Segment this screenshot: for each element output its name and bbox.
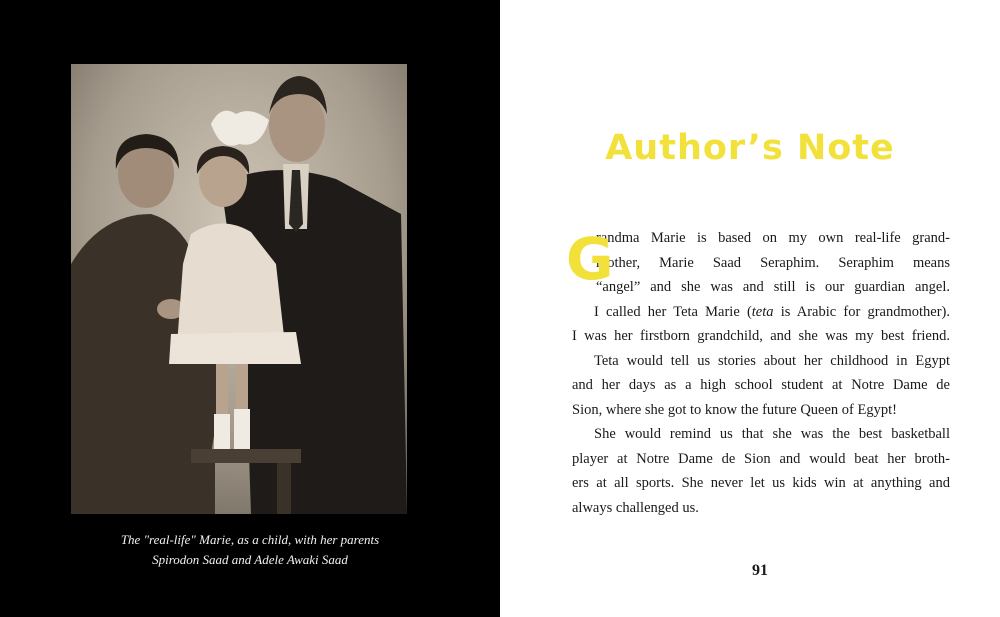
text-span: I called her Teta Marie ( xyxy=(594,303,752,320)
drop-cap: G xyxy=(566,225,614,293)
page-number: 91 xyxy=(752,562,768,579)
text-line xyxy=(572,300,950,325)
italic-word: teta xyxy=(751,303,774,320)
text-line: “angel” and she was and still is our guardian angel. xyxy=(596,279,950,295)
text-line: always challenged us. xyxy=(572,499,699,516)
caption-line-2: Spirodon Saad and Adele Awaki Saad xyxy=(152,552,348,567)
caption-line-1: The "real-life" Marie, as a child, with her parents xyxy=(120,532,380,547)
text-line: ers at all sports. She never let us kids win at anything and xyxy=(572,475,950,491)
photo-caption xyxy=(40,530,460,570)
body-text xyxy=(566,225,951,520)
text-line: Teta would tell us stories about her childhood in Egypt xyxy=(594,352,950,369)
family-portrait-photo xyxy=(71,64,407,514)
text-line: randma Marie is based on my own real-life grand- xyxy=(596,230,950,246)
text-line: She would remind us that she was the best basketball xyxy=(594,426,950,442)
text-line: Sion, where she got to know the future Queen of Egypt! xyxy=(572,401,897,418)
text-line: and her days as a high school student at Notre Dame de xyxy=(572,377,950,393)
text-span: is Arabic for grandmother). xyxy=(773,303,951,320)
text-line: player at Notre Dame de Sion and would beat her broth- xyxy=(572,450,950,467)
text-line: I was her firstborn grandchild, and she was my best friend. xyxy=(572,328,950,344)
page-title: Author’s Note xyxy=(605,128,895,168)
text-line: mother, Marie Saad Seraphim. Seraphim means xyxy=(596,254,950,271)
right-page xyxy=(500,0,1000,617)
